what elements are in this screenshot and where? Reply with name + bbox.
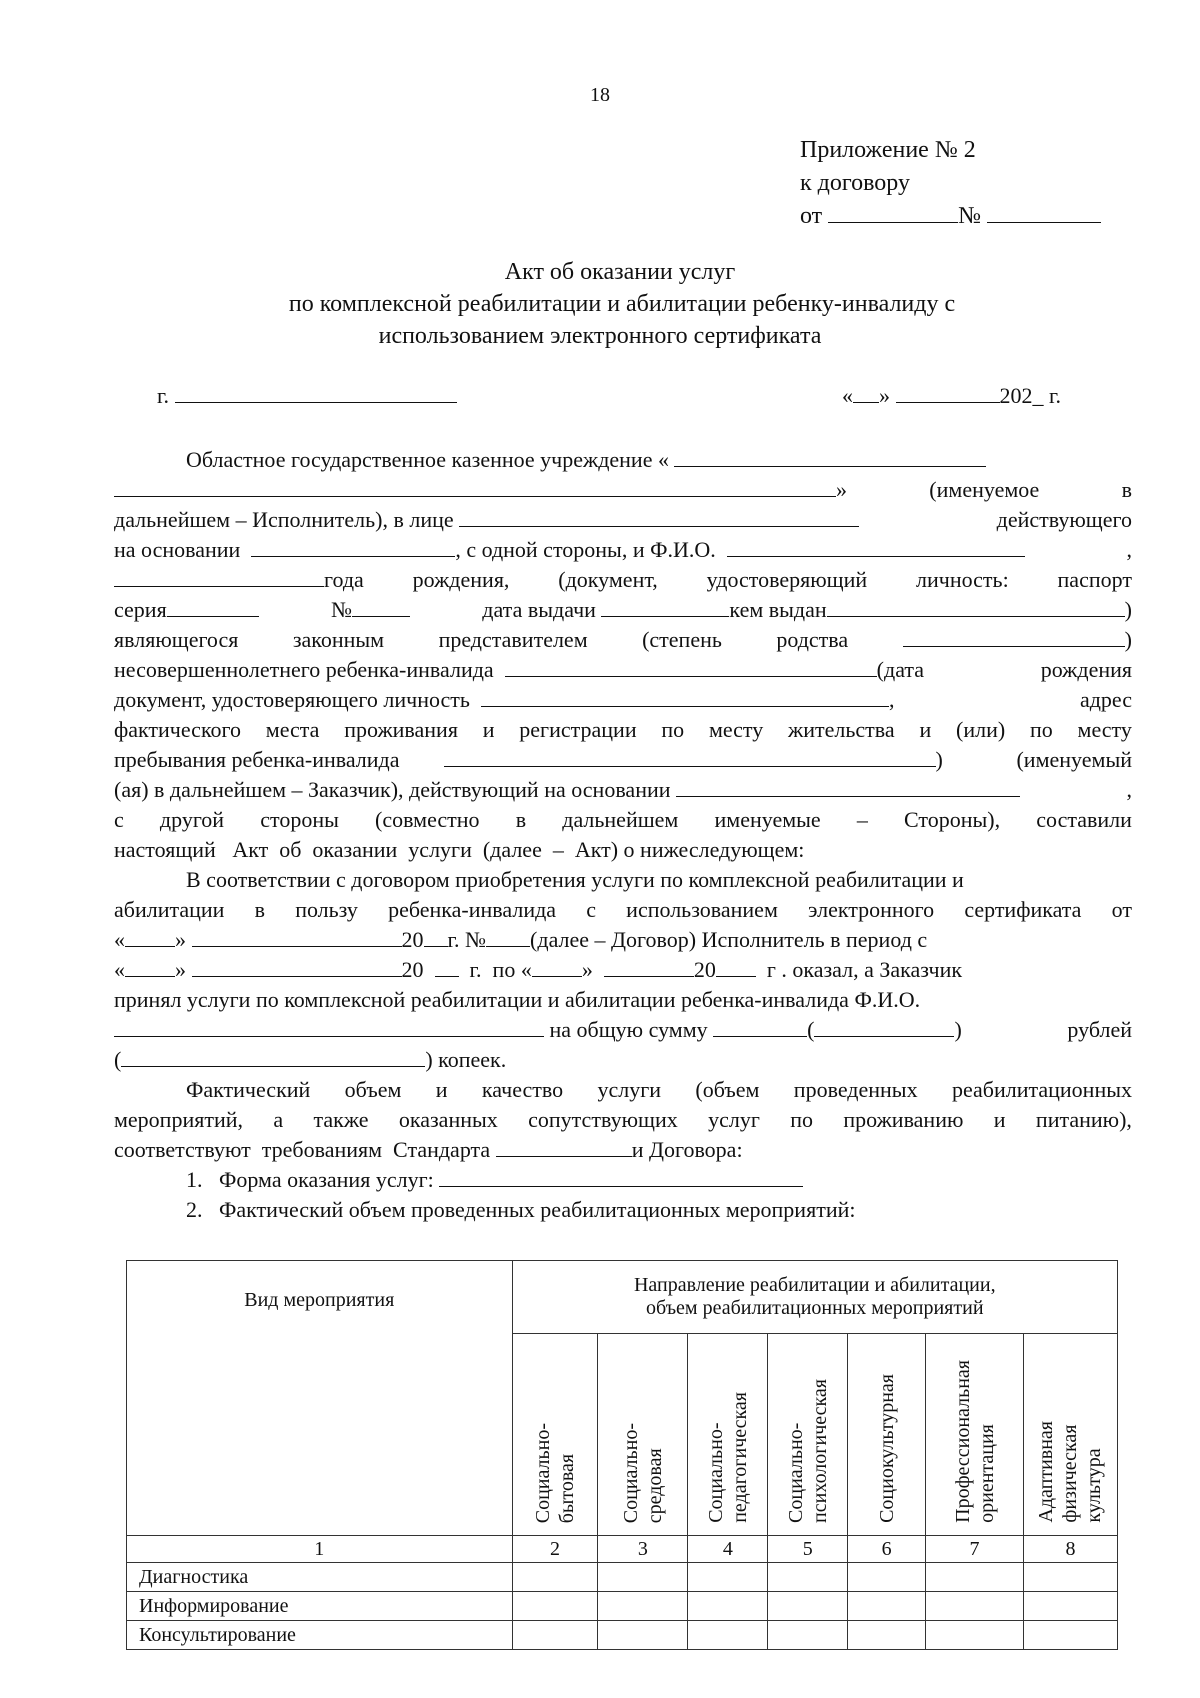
direction-header: Социокультурная xyxy=(848,1334,926,1536)
body-line: настоящий Акт об оказании услуги (далее – Акт) о нижеследующем: xyxy=(114,837,805,862)
body-line: абилитации в пользу ребенка-инвалида с использованием электронного сертификата от xyxy=(114,897,1132,922)
body-line: ( ) копеек. xyxy=(114,1047,507,1072)
body-line: являющегося законным представителем (степень родства ) xyxy=(114,627,1132,652)
title-line-3: использованием электронного сертификата xyxy=(378,323,822,349)
day-blank xyxy=(853,382,879,403)
body-line: фактического места проживания и регистрации по месту жительства и (или) по месту xyxy=(114,717,1132,742)
body-line: несовершеннолетнего ребенка-инвалида (дата рождения xyxy=(114,657,1132,682)
body-line: (ая) в дальнейшем – Заказчик), действующий на основании , xyxy=(114,777,1132,802)
city-blank xyxy=(175,382,457,403)
body-line: соответствуют требованиям Стандарта и Договора: xyxy=(114,1137,743,1162)
body-line: пребывания ребенка-инвалида ) (именуемый xyxy=(114,747,1132,772)
document-title xyxy=(0,256,1200,352)
measures-table xyxy=(126,1260,1118,1650)
body-line: на общую сумму ( ) рублей xyxy=(114,1015,1132,1045)
body-line: дальнейшем – Исполнитель), в лице действующего xyxy=(114,507,1132,532)
body-line: документ, удостоверяющего личность , адрес xyxy=(114,687,1132,712)
body-line: на основании , с одной стороны, и Ф.И.О. , xyxy=(114,537,1132,562)
direction-header: Социально- средовая xyxy=(598,1334,688,1536)
body-line: В соответствии с договором приобретения услуги по комплексной реабилитации и xyxy=(186,867,964,892)
appendix-block xyxy=(800,134,1101,233)
group-header: Направление реабилитации и абилитации, объем реабилитационных мероприятий xyxy=(512,1261,1117,1334)
table-row: Диагностика xyxy=(127,1563,1118,1592)
month-blank xyxy=(896,382,1000,403)
col-activity-type: Вид мероприятия xyxy=(127,1261,513,1536)
table-row: Информирование xyxy=(127,1592,1118,1621)
list-item-2: 2. Фактический объем проведенных реабилитационных мероприятий: xyxy=(186,1197,856,1222)
direction-header: Социально- психологическая xyxy=(768,1334,848,1536)
body-line: Фактический объем и качество услуги (объем проведенных реабилитационных xyxy=(186,1077,1132,1102)
page-number: 18 xyxy=(590,84,610,106)
appendix-title: Приложение № 2 xyxy=(800,137,976,163)
title-line-2: по комплексной реабилитации и абилитации ребенку-инвалиду с xyxy=(288,291,956,317)
city-line: г. xyxy=(157,382,457,409)
list-item-1: 1. Форма оказания услуг: xyxy=(114,1165,1132,1195)
body-line: мероприятий, а также оказанных сопутствующих услуг по проживанию и питанию), xyxy=(114,1107,1132,1132)
contract-date-blank xyxy=(828,202,958,223)
body-line: года рождения, (документ, удостоверяющий личность: паспорт xyxy=(114,565,1132,595)
body-line: » (именуемое в xyxy=(114,475,1132,505)
column-number-row: 1 2 3 4 5 6 7 8 xyxy=(127,1536,1118,1563)
body-line: Областное государственное казенное учреждение « xyxy=(114,445,1132,475)
body-line: принял услуги по комплексной реабилитации и абилитации ребенка-инвалида Ф.И.О. xyxy=(114,987,921,1012)
body-line: с другой стороны (совместно в дальнейшем именуемые – Стороны), составили xyxy=(114,807,1132,832)
table-row: Консультирование xyxy=(127,1621,1118,1650)
appendix-date-line: от № xyxy=(800,200,1101,233)
direction-header: Адаптивная физическая культура xyxy=(1023,1334,1117,1536)
body-line: серия № дата выдачи кем выдан ) xyxy=(114,597,1132,622)
title-line-1: Акт об оказании услуг xyxy=(504,259,736,285)
contract-number-blank xyxy=(987,202,1101,223)
direction-header: Профессиональная ориентация xyxy=(926,1334,1024,1536)
direction-header: Социально- бытовая xyxy=(512,1334,598,1536)
appendix-contract: к договору xyxy=(800,170,910,196)
body-line: « » 20 г. № (далее – Договор) Исполнитель в период с xyxy=(114,927,928,952)
body-line: « » 20 г. по « » 20 г . оказал, а Заказчик xyxy=(114,957,963,982)
date-line: « » 202_ г. xyxy=(842,383,1062,408)
direction-header: Социально- педагогическая xyxy=(688,1334,768,1536)
